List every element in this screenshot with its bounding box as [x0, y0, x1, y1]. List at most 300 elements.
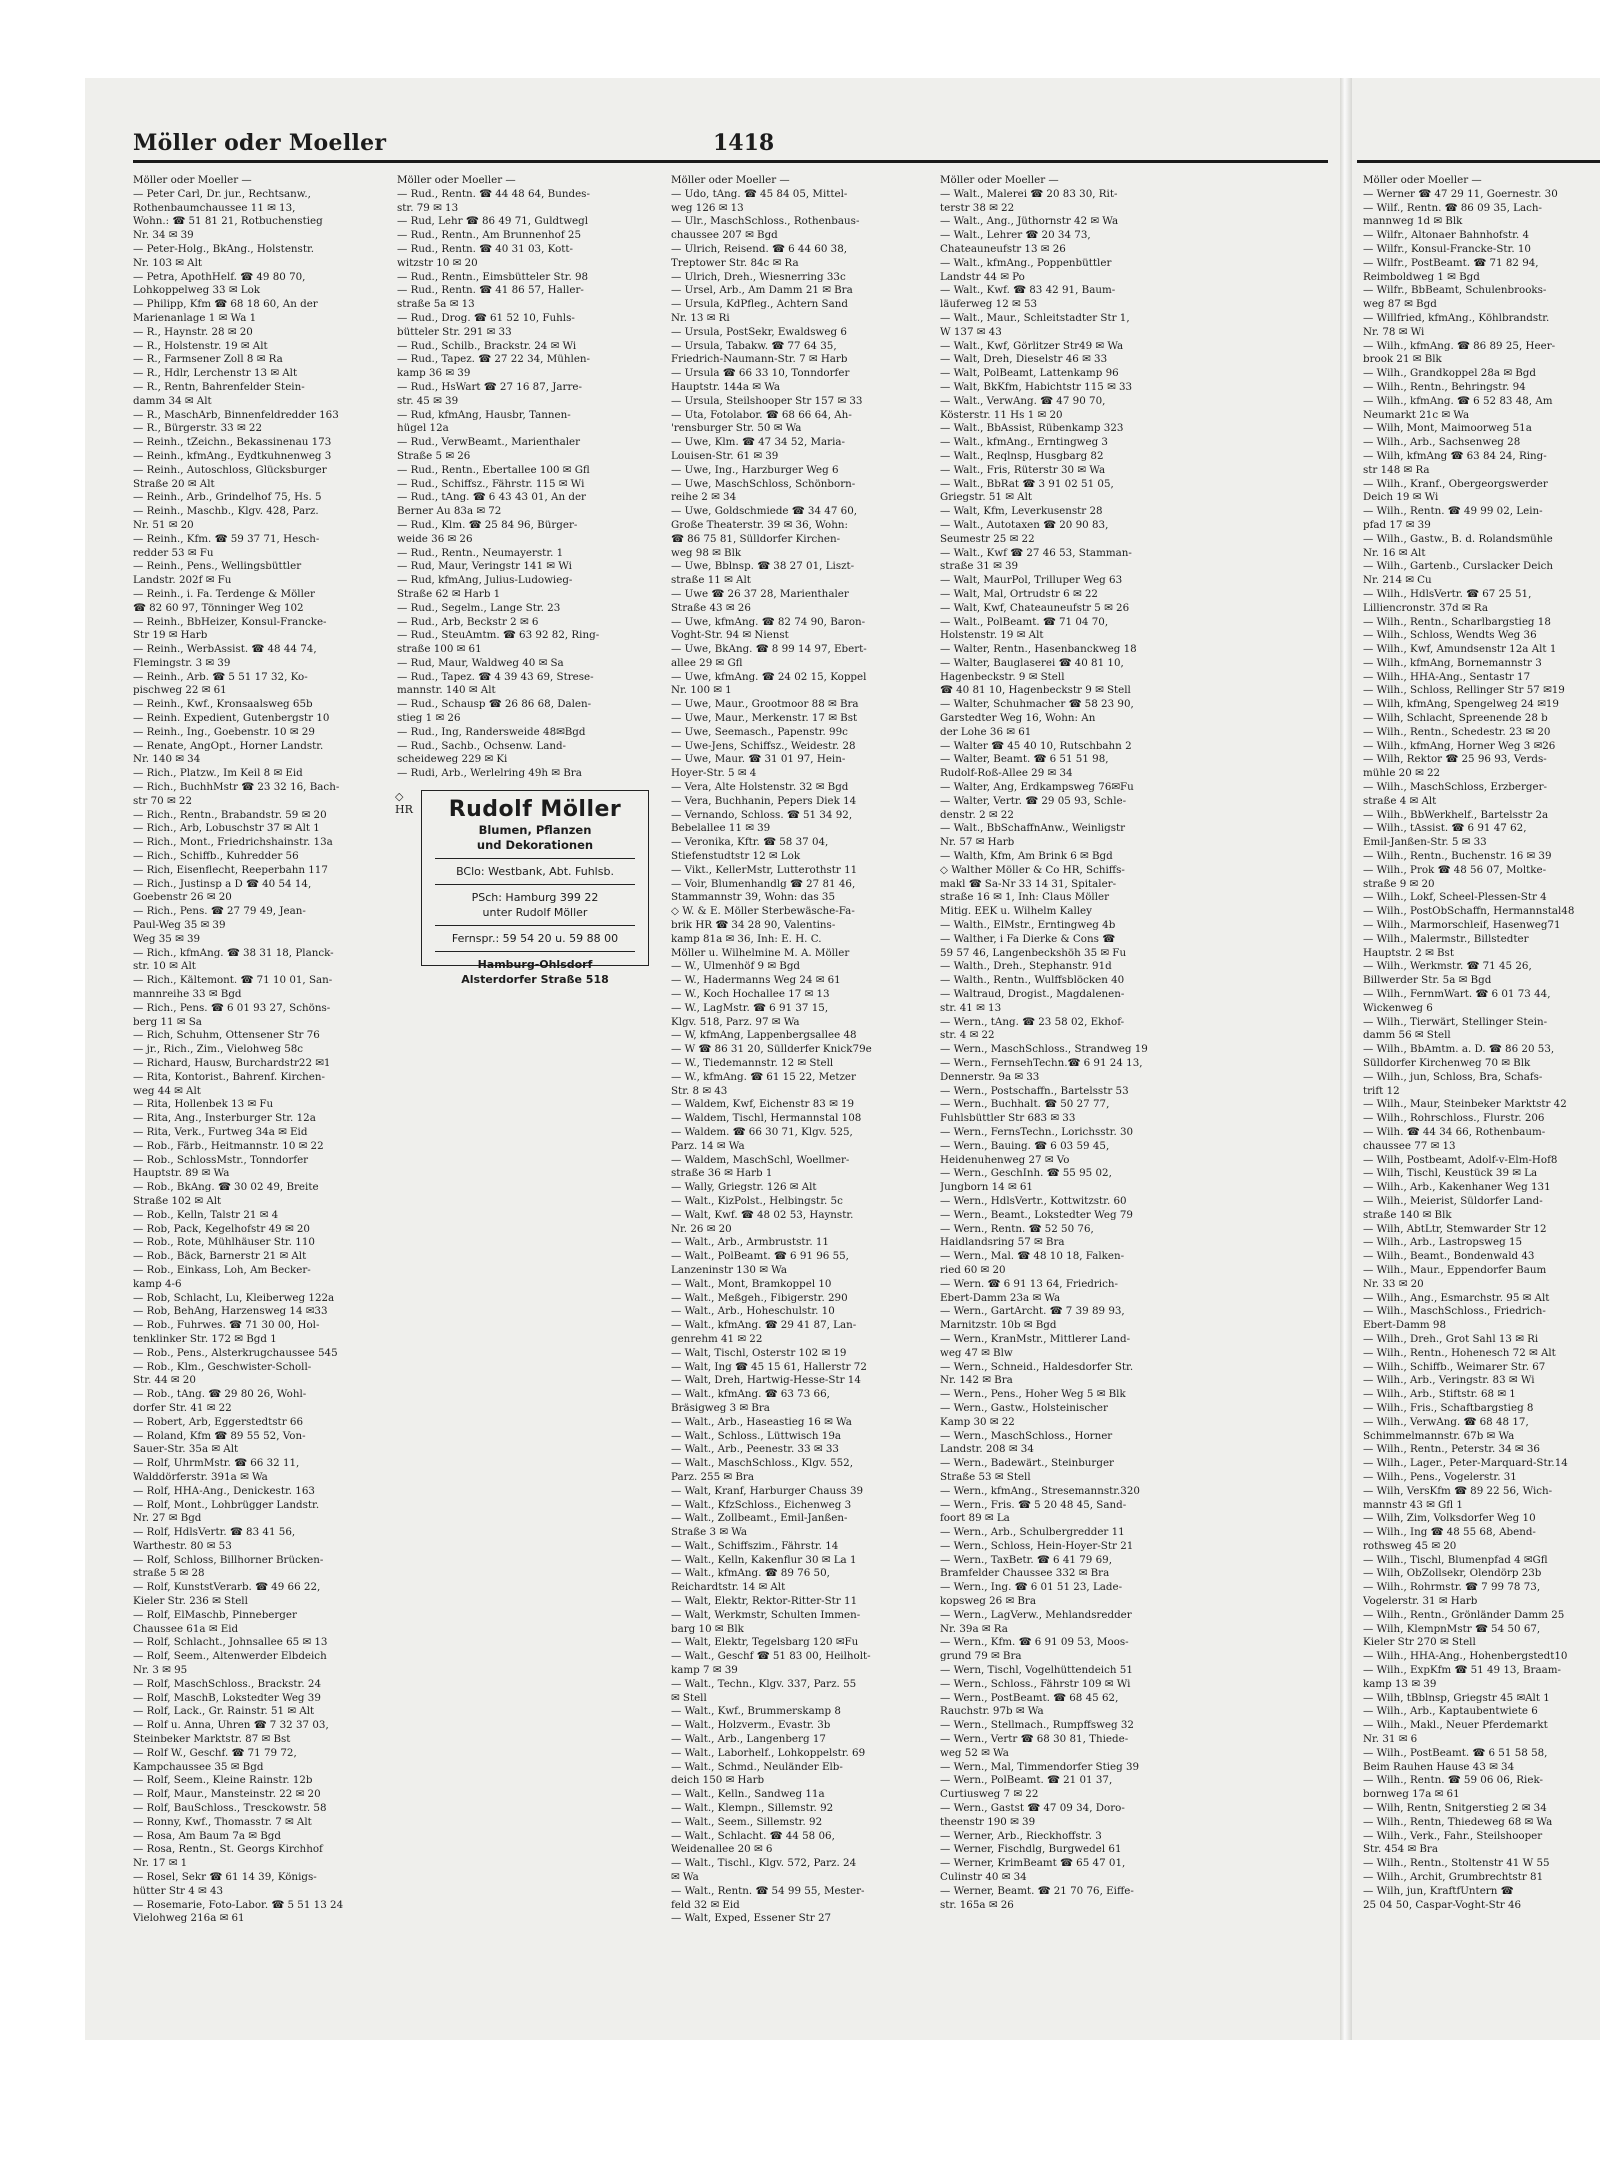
directory-entry: — Wilh, ObZollsekr, Olendörp 23b	[1363, 1567, 1542, 1580]
directory-entry: Lanzeninstr 130 ✉ Wa	[671, 1263, 787, 1276]
directory-entry: — Uwe, Maur., Grootmoor 88 ✉ Bra	[671, 698, 859, 711]
directory-entry: Straße 53 ✉ Stell	[940, 1470, 1031, 1483]
directory-entry: weg 87 ✉ Bgd	[1363, 298, 1437, 311]
directory-entry: Emil-Janßen-Str. 5 ✉ 33	[1363, 836, 1487, 849]
directory-entry: — Wern., Schloss., Fährstr 109 ✉ Wi	[940, 1677, 1131, 1690]
directory-entry: — Walt., Tischl., Klgv. 572, Parz. 24	[671, 1857, 857, 1870]
directory-entry: — Walt., Fris, Rüterstr 30 ✉ Wa	[940, 463, 1106, 476]
directory-entry: — Wilh., FernmWart. ☎ 6 01 73 44,	[1363, 988, 1551, 1001]
directory-entry: — Vikt., KellerMstr, Lutterothstr 11	[671, 863, 858, 876]
directory-entry: — Wilh., Rentn., Grönländer Damm 25	[1363, 1608, 1565, 1621]
directory-entry: — Rob., BkAng. ☎ 30 02 49, Breite	[133, 1181, 319, 1194]
directory-entry: — Wilh., Rentn., Peterstr. 34 ✉ 36	[1363, 1443, 1540, 1456]
directory-entry: stieg 1 ✉ 26	[397, 712, 461, 725]
directory-entry: — Wilh., Schloss, Wendts Weg 36	[1363, 629, 1537, 642]
directory-entry: Nr. 31 ✉ 6	[1363, 1733, 1418, 1746]
directory-entry: Deich 19 ✉ Wi	[1363, 491, 1439, 504]
directory-entry: — Rud., Arb, Beckstr 2 ✉ 6	[397, 615, 539, 628]
directory-entry: redder 53 ✉ Fu	[133, 546, 214, 559]
directory-entry: ried 60 ✉ 20	[940, 1263, 1006, 1276]
directory-entry: — Ursula, KdPfleg., Achtern Sand	[671, 298, 848, 311]
directory-entry: — W, kfmAng, Lappenbergsallee 48	[671, 1029, 857, 1042]
directory-entry: Vielohweg 216a ✉ 61	[133, 1912, 245, 1925]
directory-entry: — Rita, Kontorist., Bahrenf. Kirchen-	[133, 1070, 325, 1083]
directory-entry: — Reinh., tZeichn., Bekassinenau 173	[133, 436, 332, 449]
directory-entry: — Walt., Kelln., Sandweg 11a	[671, 1788, 825, 1801]
directory-entry: — Rud., Rentn., Neumayerstr. 1	[397, 546, 564, 559]
directory-entry: — Ursula ☎ 66 33 10, Tonndorfer	[671, 367, 850, 380]
directory-entry: — Veronika, Kftr. ☎ 58 37 04,	[671, 836, 829, 849]
directory-entry: — Rolf, Seem., Altenwerder Elbdeich	[133, 1650, 327, 1663]
directory-entry: — Rob, Schlacht, Lu, Kleiberweg 122a	[133, 1291, 335, 1304]
directory-entry: — Wilh, VersKfm ☎ 89 22 56, Wich-	[1363, 1484, 1553, 1497]
directory-entry: Friedrich-Naumann-Str. 7 ✉ Harb	[671, 353, 848, 366]
directory-entry: — Walt, Werkmstr, Schulten Immen-	[671, 1608, 861, 1621]
directory-entry: weg 98 ✉ Blk	[671, 546, 742, 559]
ad-line-2: und Dekorationen	[476, 838, 594, 852]
directory-page	[85, 78, 1600, 2040]
directory-entry: — Rud., Schiffsz., Fährstr. 115 ✉ Wi	[397, 477, 585, 490]
directory-entry: — Waldem, Kwf, Eichenstr 83 ✉ 19	[671, 1098, 855, 1111]
directory-entry: — Wern., Pens., Hoher Weg 5 ✉ Blk	[940, 1388, 1126, 1401]
directory-entry: — Wilfr., Konsul-Francke-Str. 10	[1363, 242, 1531, 255]
directory-entry: — Reinh., i. Fa. Terdenge & Möller	[133, 587, 315, 600]
column-2	[397, 174, 619, 781]
directory-entry: — Walt., Autotaxen ☎ 20 90 83,	[940, 518, 1109, 531]
directory-entry: kopsweg 26 ✉ Bra	[940, 1595, 1036, 1608]
column-head: Möller oder Moeller —	[671, 174, 790, 186]
directory-entry: — Walt., Ang., Jüthornstr 42 ✉ Wa	[940, 215, 1119, 228]
directory-entry: — Rud., Rentn., Am Brunnenhof 25	[397, 229, 582, 242]
directory-entry: — Wilh., Arb., Kaptaubentwiete 6	[1363, 1705, 1538, 1718]
directory-entry: Dennerstr. 9a ✉ 33	[940, 1070, 1040, 1083]
directory-entry: — Peter-Holg., BkAng., Holstenstr.	[133, 242, 315, 255]
directory-entry: Straße 43 ✉ 26	[671, 601, 751, 614]
directory-entry: — Walter, Rentn., Hasenbanckweg 18	[940, 643, 1137, 656]
directory-entry: — Walt, Dreh, Dieselstr 46 ✉ 33	[940, 353, 1108, 366]
directory-entry: W 137 ✉ 43	[940, 325, 1002, 338]
directory-entry: allee 29 ✉ Gfl	[671, 656, 743, 669]
directory-entry: — Wilh., BbAmtm. a. D. ☎ 86 20 53,	[1363, 1043, 1555, 1056]
directory-entry: Nr. 140 ✉ 34	[133, 753, 201, 766]
directory-entry: — Rolf, Schloss, Billhorner Brücken-	[133, 1553, 324, 1566]
directory-entry: — Waldem. ☎ 66 30 71, Klgv. 525,	[671, 1125, 853, 1138]
directory-entry: — Wilh., BbWerkhelf., Bartelsstr 2a	[1363, 808, 1549, 821]
directory-entry: Nr. 26 ✉ 20	[671, 1222, 732, 1235]
directory-entry: weg 44 ✉ Alt	[133, 1084, 201, 1097]
directory-entry: — Werner ☎ 47 29 11, Goernestr. 30	[1363, 187, 1558, 200]
directory-entry: — Walt., Klempn., Sillemstr. 92	[671, 1802, 834, 1815]
directory-entry: — Wilh., Verk., Fahr., Steilshooper	[1363, 1829, 1543, 1842]
directory-entry: — Walt., Schlacht. ☎ 44 58 06,	[671, 1829, 835, 1842]
directory-entry: — Walt., KfzSchloss., Eichenweg 3	[671, 1498, 852, 1511]
directory-entry: — Rich., kfmAng. ☎ 38 31 18, Planck-	[133, 946, 334, 959]
directory-entry: — Rosa, Rentn., St. Georgs Kirchhof	[133, 1843, 323, 1856]
directory-entry: Jungborn 14 ✉ 61	[940, 1181, 1033, 1194]
directory-entry: — Wern., GartArcht. ☎ 7 39 89 93,	[940, 1305, 1125, 1318]
directory-entry: Neumarkt 21c ✉ Wa	[1363, 408, 1470, 421]
directory-entry: — Rolf, Maur., Mansteinstr. 22 ✉ 20	[133, 1788, 321, 1801]
directory-entry: Klgv. 518, Parz. 97 ✉ Wa	[671, 1015, 800, 1028]
ad-address-2: Alsterdorfer Straße 518	[461, 973, 609, 986]
directory-entry: der Lohe 36 ✉ 61	[940, 725, 1032, 738]
directory-entry: Weidenallee 20 ✉ 6	[671, 1843, 773, 1856]
directory-entry: reihe 2 ✉ 34	[671, 491, 737, 504]
directory-entry: str 148 ✉ Ra	[1363, 463, 1430, 476]
directory-entry: Warthestr. 80 ✉ 53	[133, 1539, 232, 1552]
directory-entry: — Rolf, BauSchloss., Tresckowstr. 58	[133, 1802, 327, 1815]
directory-entry: — Wern., Badewärt., Steinburger	[940, 1457, 1114, 1470]
directory-entry: — Walt, Dreh, Hartwig-Hesse-Str 14	[671, 1374, 861, 1387]
directory-entry: pfad 17 ✉ 39	[1363, 518, 1431, 531]
directory-entry: — Rob., tAng. ☎ 29 80 26, Wohl-	[133, 1388, 307, 1401]
directory-entry: chaussee 77 ✉ 13	[1363, 1139, 1456, 1152]
directory-entry: — Werner, Fischdlg, Burgwedel 61	[940, 1843, 1122, 1856]
directory-entry: — Walt, Kwf, Chateauneufstr 5 ✉ 26	[940, 601, 1130, 614]
directory-entry: barg 10 ✉ Blk	[671, 1622, 744, 1635]
directory-entry: — Walt., Geschf ☎ 51 83 00, Heilholt-	[671, 1650, 871, 1663]
directory-entry: — Walt., Maur., Schleitstadter Str 1,	[940, 311, 1130, 324]
directory-entry: — Wilh., Rentn., Scharlbargstieg 18	[1363, 615, 1551, 628]
directory-entry: — Wilh., Rentn. ☎ 59 06 06, Riek-	[1363, 1774, 1543, 1787]
directory-entry: — R., Holstenstr. 19 ✉ Alt	[133, 339, 268, 352]
directory-entry: — Walth., ElMstr., Erntingweg 4b	[940, 919, 1116, 932]
directory-entry: — Wilh., Rentn, Thiedeweg 68 ✉ Wa	[1363, 1815, 1553, 1828]
directory-entry: Nr. 103 ✉ Alt	[133, 256, 203, 269]
directory-entry: — Rud., Rentn. ☎ 40 31 03, Kott-	[397, 242, 574, 255]
directory-entry: Straße 62 ✉ Harb 1	[397, 587, 501, 600]
directory-entry: straße 5 ✉ 28	[133, 1567, 205, 1580]
directory-entry: ☎ 40 81 10, Hagenbeckstr 9 ✉ Stell	[940, 684, 1131, 697]
directory-entry: Hoyer-Str. 5 ✉ 4	[671, 767, 757, 780]
directory-entry: Goebenstr 26 ✉ 20	[133, 891, 232, 904]
directory-entry: — Walt., MaschSchloss., Klgv. 552,	[671, 1457, 853, 1470]
directory-entry: — Wern., Schloss, Hein-Hoyer-Str 21	[940, 1539, 1134, 1552]
directory-entry: — Uwe, Klm. ☎ 47 34 52, Maria-	[671, 436, 846, 449]
column-head: Möller oder Moeller —	[133, 174, 252, 186]
directory-entry: Kieler Str. 236 ✉ Stell	[133, 1595, 248, 1608]
directory-entry: — Walt., Kwf ☎ 27 46 53, Stamman-	[940, 546, 1132, 559]
directory-entry: — Wern., Mal, Timmendorfer Stieg 39	[940, 1760, 1140, 1773]
page-number: 1418	[713, 130, 775, 156]
directory-entry: mannreihe 33 ✉ Bgd	[133, 988, 242, 1001]
directory-entry: — Werner, KrimBeamt ☎ 65 47 01,	[940, 1857, 1126, 1870]
directory-entry: pischweg 22 ✉ 61	[133, 684, 227, 697]
directory-entry: Marienanlage 1 ✉ Wa 1	[133, 311, 257, 324]
directory-entry: weide 36 ✉ 26	[397, 532, 473, 545]
column-1	[133, 174, 355, 1926]
directory-entry: — Wilh., Arb., Lastropsweg 15	[1363, 1236, 1523, 1249]
directory-entry: Schimmelmannstr. 67b ✉ Wa	[1363, 1429, 1515, 1442]
directory-entry: — Rob., Kelln, Talstr 21 ✉ 4	[133, 1208, 279, 1221]
directory-entry: — Rob., Bäck, Barnerstr 21 ✉ Alt	[133, 1250, 307, 1263]
directory-entry: terstr 38 ✉ 22	[940, 201, 1015, 214]
directory-entry: — Wern., Kfm. ☎ 6 91 09 53, Moos-	[940, 1636, 1129, 1649]
directory-entry: hütter Str 4 ✉ 43	[133, 1884, 224, 1897]
directory-entry: Kösterstr. 11 Hs 1 ✉ 20	[940, 408, 1063, 421]
directory-entry: Bräsigweg 3 ✉ Bra	[671, 1401, 770, 1414]
directory-entry: mannstr 43 ✉ Gfl 1	[1363, 1498, 1463, 1511]
directory-entry: — Wern., HdlsVertr., Kottwitzstr. 60	[940, 1194, 1127, 1207]
directory-entry: — Wilh., Rohrmstr. ☎ 7 99 78 73,	[1363, 1581, 1541, 1594]
directory-entry: ◇ W. & E. Möller Sterbewäsche-Fa-	[671, 905, 855, 918]
directory-entry: — Reinh., kfmAng., Eydtkuhnenweg 3	[133, 449, 332, 462]
directory-entry: — Rud., Klm. ☎ 25 84 96, Bürger-	[397, 518, 578, 531]
directory-entry: — Wilh., kfmAng, Horner Weg 3 ✉26	[1363, 739, 1556, 752]
directory-entry: — Walt, Elektr, Tegelsbarg 120 ✉Fu	[671, 1636, 859, 1649]
directory-entry: — Rolf, Seem., Kleine Rainstr. 12b	[133, 1774, 313, 1787]
column-head: Möller oder Moeller —	[1363, 174, 1482, 186]
directory-entry: — W., Hadermanns Weg 24 ✉ 61	[671, 974, 841, 987]
directory-entry: — R., Bürgerstr. 33 ✉ 22	[133, 422, 263, 435]
directory-entry: Parz. 255 ✉ Bra	[671, 1470, 754, 1483]
directory-entry: damm 56 ✉ Stell	[1363, 1029, 1451, 1042]
directory-entry: hügel 12a	[397, 422, 449, 435]
directory-entry: — Rich., Pens. ☎ 6 01 93 27, Schöns-	[133, 1001, 331, 1014]
directory-entry: — Rich, Schuhm, Ottensener Str 76	[133, 1029, 320, 1042]
directory-entry: — Rud., Rentn. ☎ 44 48 64, Bundes-	[397, 187, 590, 200]
directory-entry: — Wern., tAng. ☎ 23 58 02, Ekhof-	[940, 1015, 1125, 1028]
directory-entry: — Reinh. Expedient, Gutenbergstr 10	[133, 712, 330, 725]
directory-entry: — R., Hdlr, Lerchenstr 13 ✉ Alt	[133, 367, 298, 380]
directory-entry: — Wilh., Maur., Eppendorfer Baum	[1363, 1263, 1547, 1276]
directory-entry: Steinbeker Marktstr. 87 ✉ Bst	[133, 1733, 291, 1746]
directory-entry: — Philipp, Kfm ☎ 68 18 60, An der	[133, 298, 318, 311]
directory-entry: — Wilh., kfmAng. ☎ 86 89 25, Heer-	[1363, 339, 1556, 352]
page-title: Möller oder Moeller	[133, 130, 387, 156]
directory-entry: — Wilh., HHA-Ang., Hohenbergstedt10	[1363, 1650, 1568, 1663]
directory-entry: — Rud., Ing, Randersweide 48✉Bgd	[397, 725, 586, 738]
directory-entry: — Wilh., Dreh., Grot Sahl 13 ✉ Ri	[1363, 1332, 1539, 1345]
directory-entry: Bebelallee 11 ✉ 39	[671, 822, 771, 835]
directory-entry: Hauptstr. 89 ✉ Wa	[133, 1167, 230, 1180]
right-page-header	[1357, 124, 1600, 163]
directory-entry: — Walth., Dreh., Stephanstr. 91d	[940, 960, 1112, 973]
directory-entry: — Wilh., Lager., Peter-Marquard-Str.14	[1363, 1457, 1568, 1470]
directory-entry: — Roland, Kfm ☎ 89 55 52, Von-	[133, 1429, 306, 1442]
directory-entry: — Rolf u. Anna, Uhren ☎ 7 32 37 03,	[133, 1719, 329, 1732]
directory-entry: Sauer-Str. 35a ✉ Alt	[133, 1443, 239, 1456]
directory-entry: — Wilh., Makl., Neuer Pferdemarkt	[1363, 1719, 1548, 1732]
page-header	[133, 124, 1328, 163]
directory-entry: — Reinh., Arb. ☎ 5 51 17 32, Ko-	[133, 670, 308, 683]
directory-entry: str. 4 ✉ 22	[940, 1029, 995, 1042]
directory-entry: — Wilh., VerwAng. ☎ 68 48 17,	[1363, 1415, 1529, 1428]
directory-entry: — Wilh., kfmAng, Bornemannstr 3	[1363, 656, 1542, 669]
directory-entry: — Rolf, Schlacht., Johnsallee 65 ✉ 13	[133, 1636, 328, 1649]
directory-entry: — Ursula, PostSekr, Ewaldsweg 6	[671, 325, 847, 338]
directory-entry: — Wern., Fris. ☎ 5 20 48 45, Sand-	[940, 1498, 1127, 1511]
ad-rule	[435, 884, 635, 885]
directory-entry: — Walt., Mont, Bramkoppel 10	[671, 1277, 832, 1290]
directory-entry: — Wilh., MaschSchloss., Friedrich-	[1363, 1305, 1546, 1318]
directory-entry: — Walt., Rentn. ☎ 54 99 55, Mester-	[671, 1884, 865, 1897]
directory-entry: — Wilh, Rentn, Snitgerstieg 2 ✉ 34	[1363, 1802, 1547, 1815]
directory-entry: Straße 3 ✉ Wa	[671, 1526, 748, 1539]
directory-entry: Rudolf-Roß-Allee 29 ✉ 34	[940, 767, 1073, 780]
directory-entry: — Uwe, BkAng. ☎ 8 99 14 97, Ebert-	[671, 643, 867, 656]
directory-entry: — Wilh., jun, Schloss, Bra, Schafs-	[1363, 1070, 1543, 1083]
directory-entry: — Udo, tAng. ☎ 45 84 05, Mittel-	[671, 187, 848, 200]
directory-entry: — Walt, Mal, Ortrudstr 6 ✉ 22	[940, 587, 1098, 600]
directory-entry: — Walt., Meßgeh., Fibigerstr. 290	[671, 1291, 848, 1304]
directory-entry: Parz. 14 ✉ Wa	[671, 1139, 745, 1152]
directory-entry: Marnitzstr. 10b ✉ Bgd	[940, 1319, 1057, 1332]
directory-entry: — Walth, Kfm, Am Brink 6 ✉ Bgd	[940, 850, 1113, 863]
directory-entry: — Walt., Arb., Hoheschulstr. 10	[671, 1305, 835, 1318]
directory-entry: — Wilh., Rentn. ☎ 49 99 02, Lein-	[1363, 505, 1543, 518]
directory-entry: chaussee 207 ✉ Bgd	[671, 229, 778, 242]
directory-entry: str. 165a ✉ 26	[940, 1898, 1014, 1911]
directory-entry: — Wilh., PostBeamt. ☎ 6 51 58 58,	[1363, 1746, 1548, 1759]
directory-entry: — Rosel, Sekr ☎ 61 14 39, Königs-	[133, 1871, 317, 1884]
directory-entry: — Rich., Rentn., Brabandstr. 59 ✉ 20	[133, 808, 327, 821]
directory-entry: — Rolf, ElMaschb, Pinneberger	[133, 1608, 297, 1621]
directory-entry: deich 150 ✉ Harb	[671, 1774, 765, 1787]
directory-entry: Rauchstr. 97b ✉ Wa	[940, 1705, 1044, 1718]
directory-entry: mannweg 1d ✉ Blk	[1363, 215, 1463, 228]
directory-entry: — Reinh., Kwf., Kronsaalsweg 65b	[133, 698, 313, 711]
directory-entry: straße 4 ✉ Alt	[1363, 794, 1437, 807]
directory-entry: — Robert, Arb, Eggerstedtstr 66	[133, 1415, 303, 1428]
directory-entry: — Reinh., Kfm. ☎ 59 37 71, Hesch-	[133, 532, 320, 545]
directory-entry: Weg 35 ✉ 39	[133, 932, 201, 945]
directory-entry: Griegstr. 51 ✉ Alt	[940, 491, 1033, 504]
directory-entry: ☎ 82 60 97, Tönninger Weg 102	[133, 601, 304, 614]
directory-entry: Nr. 33 ✉ 20	[1363, 1277, 1424, 1290]
directory-entry: Reichardtstr. 14 ✉ Alt	[671, 1581, 786, 1594]
directory-entry: — Rud., tAng. ☎ 6 43 43 01, An der	[397, 491, 586, 504]
directory-entry: straße 11 ✉ Alt	[671, 574, 751, 587]
directory-entry: straße 36 ✉ Harb 1	[671, 1167, 773, 1180]
directory-entry: Kampchaussee 35 ✉ Bgd	[133, 1760, 264, 1773]
column-4	[940, 174, 1162, 1912]
directory-entry: — Walt, Kranf, Harburger Chauss 39	[671, 1484, 864, 1497]
directory-entry: — Walt., Schloss., Lüttwisch 19a	[671, 1429, 842, 1442]
directory-entry: — Walt., PolBeamt. ☎ 71 04 70,	[940, 615, 1109, 628]
directory-entry: — W., Tiedemannstr. 12 ✉ Stell	[671, 1057, 834, 1069]
directory-entry: — Wern., MaschSchloss., Horner	[940, 1429, 1113, 1442]
directory-entry: weg 126 ✉ 13	[671, 201, 744, 214]
directory-entry: — Wilh., Malermstr., Billstedter	[1363, 932, 1529, 945]
directory-entry: — Wilh., Schloss, Rellinger Str 57 ✉19	[1363, 684, 1565, 697]
directory-entry: — Walt., Schiffszim., Fährstr. 14	[671, 1539, 839, 1552]
directory-entry: — Wern., Rentn. ☎ 52 50 76,	[940, 1222, 1094, 1235]
directory-entry: — Wilh., Lokf, Scheel-Plessen-Str 4	[1363, 891, 1547, 904]
directory-entry: — W., Koch Hochallee 17 ✉ 13	[671, 988, 830, 1001]
directory-entry: Landstr. 208 ✉ 34	[940, 1443, 1034, 1456]
directory-entry: Nr. 16 ✉ Alt	[1363, 546, 1426, 559]
directory-entry: — Wern., Postschaffn., Bartelsstr 53	[940, 1084, 1129, 1097]
directory-entry: — Reinh., Ing., Goebenstr. 10 ✉ 29	[133, 725, 315, 738]
directory-entry: — Walter, Ang, Erdkampsweg 76✉Fu	[940, 781, 1134, 794]
directory-entry: — Wilh., Ang., Esmarchstr. 95 ✉ Alt	[1363, 1291, 1550, 1304]
directory-entry: — R., Farmsener Zoll 8 ✉ Ra	[133, 353, 283, 366]
directory-entry: — Wern., Buchhalt. ☎ 50 27 77,	[940, 1098, 1110, 1111]
directory-entry: straße 9 ✉ 20	[1363, 877, 1435, 890]
directory-entry: Hauptstr. 2 ✉ Bst	[1363, 946, 1454, 959]
directory-entry: — Rolf, KunststVerarb. ☎ 49 66 22,	[133, 1581, 321, 1594]
directory-entry: — Rud., Segelm., Lange Str. 23	[397, 601, 561, 614]
directory-entry: — Wern., MaschSchloss., Strandweg 19	[940, 1043, 1148, 1056]
directory-entry: — Rich., Mont., Friedrichshainstr. 13a	[133, 836, 333, 849]
column-head: Möller oder Moeller —	[397, 174, 516, 186]
directory-entry: — Wern., PolBeamt. ☎ 21 01 37,	[940, 1774, 1113, 1787]
directory-entry: — Rolf, HdlsVertr. ☎ 83 41 56,	[133, 1526, 296, 1539]
directory-entry: straße 16 ✉ 1, Inh: Claus Möller	[940, 891, 1110, 904]
column-head: Möller oder Moeller —	[940, 174, 1059, 186]
directory-entry: — Rud., VerwBeamt., Marienthaler	[397, 436, 581, 449]
directory-entry: — Wilh., Rohrschloss., Flurstr. 206	[1363, 1112, 1545, 1125]
directory-entry: — Wern., Gastw., Holsteinischer	[940, 1401, 1108, 1414]
directory-entry: — Wilh. ☎ 44 34 66, Rothenbaum-	[1363, 1125, 1546, 1138]
directory-entry: — Walt., Malerei ☎ 20 83 30, Rit-	[940, 187, 1118, 200]
directory-entry: feld 32 ✉ Eid	[671, 1898, 740, 1911]
directory-entry: — Wilh., Rentn., Buchenstr. 16 ✉ 39	[1363, 850, 1552, 863]
directory-entry: Straße 102 ✉ Alt	[133, 1194, 222, 1207]
directory-entry: — Rob., Pens., Alsterkrugchaussee 545	[133, 1346, 338, 1359]
directory-entry: — W., Ulmenhöf 9 ✉ Bgd	[671, 960, 801, 973]
directory-entry: — Wern., Gastst ☎ 47 09 34, Doro-	[940, 1802, 1125, 1815]
directory-entry: — Wilh., Maur, Steinbeker Marktstr 42	[1363, 1098, 1567, 1111]
directory-entry: Wickenweg 6	[1363, 1001, 1433, 1014]
directory-entry: bornweg 17a ✉ 61	[1363, 1788, 1460, 1801]
directory-entry: makl ☎ Sa-Nr 33 14 31, Spitaler-	[940, 877, 1117, 890]
directory-entry: Große Theaterstr. 39 ✉ 36, Wohn:	[671, 518, 848, 531]
directory-entry: — Walt., Seem., Sillemstr. 92	[671, 1815, 823, 1828]
directory-entry: Voght-Str. 94 ✉ Nienst	[671, 629, 789, 642]
directory-entry: — Wilh, kfmAng, Spengelweg 24 ✉19	[1363, 698, 1559, 711]
directory-entry: — Walt., Kwf, Görlitzer Str49 ✉ Wa	[940, 339, 1124, 352]
directory-entry: weg 52 ✉ Wa	[940, 1746, 1009, 1759]
directory-entry: Rothenbaumchaussee 11 ✉ 13,	[133, 201, 296, 214]
directory-entry: — Walt., kfmAng. ☎ 29 41 87, Lan-	[671, 1319, 857, 1332]
directory-entry: Stammannstr 39, Wohn: das 35	[671, 891, 836, 904]
directory-entry: Louisen-Str. 61 ✉ 39	[671, 449, 779, 462]
directory-entry: Seumestr 25 ✉ 22	[940, 532, 1035, 545]
directory-entry: — Wilh., Prok ☎ 48 56 07, Moltke-	[1363, 863, 1547, 876]
directory-entry: Nr. 78 ✉ Wi	[1363, 325, 1425, 338]
directory-entry: Chateauneufstr 13 ✉ 26	[940, 242, 1066, 255]
directory-entry: Ebert-Damm 23a ✉ Wa	[940, 1291, 1061, 1304]
directory-entry: — Rob., Fuhrwes. ☎ 71 30 00, Hol-	[133, 1319, 320, 1332]
directory-entry: — Uwe, Maur. ☎ 31 01 97, Hein-	[671, 753, 846, 766]
directory-entry: — Rud., Rentn., Eimsbütteler Str. 98	[397, 270, 589, 283]
directory-entry: — Wilfr., BbBeamt, Schulenbrooks-	[1363, 284, 1547, 297]
directory-entry: kamp 4-6	[133, 1277, 182, 1290]
directory-entry: scheideweg 229 ✉ Ki	[397, 753, 508, 766]
directory-entry: — Rud., Rentn., Ebertallee 100 ✉ Gfl	[397, 463, 590, 476]
directory-entry: — Uwe, Ing., Harzburger Weg 6	[671, 463, 839, 476]
directory-entry: — Wilh, AbtLtr, Stemwarder Str 12	[1363, 1222, 1547, 1235]
directory-entry: — Ursula, Tabakw. ☎ 77 64 35,	[671, 339, 837, 352]
directory-entry: — Walter ☎ 45 40 10, Rutschbahn 2	[940, 739, 1132, 752]
directory-entry: — Uwe, Bblnsp. ☎ 38 27 01, Liszt-	[671, 560, 855, 573]
directory-entry: — Wilfr., PostBeamt. ☎ 71 82 94,	[1363, 256, 1539, 269]
directory-entry: Kieler Str 270 ✉ Stell	[1363, 1636, 1476, 1649]
directory-entry: — Uwe, Goldschmiede ☎ 34 47 60,	[671, 505, 858, 518]
directory-entry: Paul-Weg 35 ✉ 39	[133, 919, 226, 932]
directory-entry: — Rita, Hollenbek 13 ✉ Fu	[133, 1098, 274, 1111]
directory-entry: — Rich., Schiffb., Kuhredder 56	[133, 850, 299, 863]
directory-entry: — Rob., Klm., Geschwister-Scholl-	[133, 1360, 312, 1373]
directory-entry: — Rud., Schilb., Brackstr. 24 ✉ Wi	[397, 339, 577, 352]
directory-entry: — Rich., Kältemont. ☎ 71 10 01, San-	[133, 974, 333, 987]
directory-entry: Kamp 30 ✉ 22	[940, 1415, 1015, 1428]
directory-entry: — Reinh., Pens., Wellingsbüttler	[133, 560, 302, 573]
directory-entry: — Walt., Arb., Armbruststr. 11	[671, 1236, 829, 1249]
directory-entry: Sülldorfer Kirchenweg 70 ✉ Blk	[1363, 1057, 1531, 1069]
